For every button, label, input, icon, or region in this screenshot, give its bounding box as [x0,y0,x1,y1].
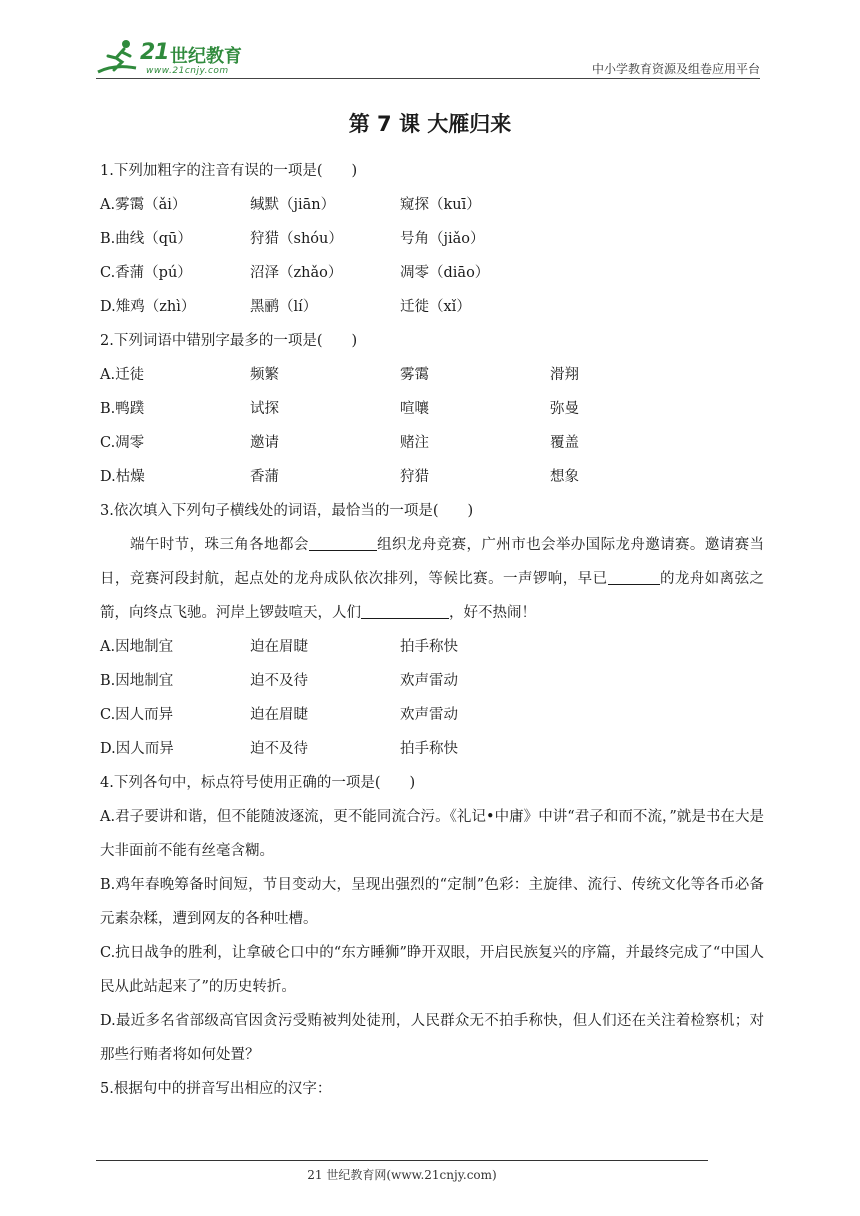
option-cell: 弥曼 [550,401,579,417]
option-cell: 想象 [550,469,579,485]
option-cell: C.凋零 [100,435,145,451]
option-cell: C.因人而异 [100,707,174,723]
option-cell: 拍手称快 [400,741,458,757]
question-4-option-b: B.鸡年春晚筹备时间短，节目变动大，呈现出强烈的“定制”色彩：主旋律、流行、传统文化等各币必备元素杂糅，遭到网友的各种吐槽。 [100,877,764,927]
option-cell: D.因人而异 [100,741,174,757]
header-divider [96,78,760,79]
logo-number: 21 [140,40,169,65]
question-3-passage [100,528,764,630]
option-cell: 香蒲 [250,469,279,485]
question-4-option-a: A.君子要讲和谐，但不能随波逐流，更不能同流合污。《礼记•中庸》中讲“君子和而不流，”就是书在大是大非面前不能有丝毫含糊。 [100,809,764,859]
option-cell: 滑翔 [550,367,579,383]
option-cell: 覆盖 [550,435,579,451]
option-cell: 迫在眉睫 [250,707,308,723]
question-4-option-d: D.最近多名省部级高官因贪污受贿被判处徒刑，人民群众无不拍手称快，但人们还在关注着检察机；对那些行贿者将如何处置？ [100,1013,764,1063]
question-3-option-b [100,664,764,698]
question-1-option-c [100,256,764,290]
option-cell: 欢声雷动 [400,707,458,723]
fill-blank-1 [309,534,377,551]
question-2-option-b [100,392,764,426]
worksheet-content [100,154,764,1106]
option-cell: 拍手称快 [400,639,458,655]
question-2-option-a [100,358,764,392]
option-cell: 号角（jiǎo） [400,231,485,247]
question-1-option-a [100,188,764,222]
question-1-stem: 1.下列加粗字的注音有误的一项是( ) [100,163,358,179]
option-cell: 凋零（diāo） [400,265,490,281]
page-title: 第 7 课 大雁归来 [348,112,512,136]
option-cell: 缄默（jiān） [250,197,336,213]
question-2-option-c [100,426,764,460]
passage-text: 端午时节，珠三角各地都会 [130,537,309,553]
option-cell: 沼泽（zhǎo） [250,265,343,281]
option-cell: C.香蒲（pú） [100,265,192,281]
header-platform-name: 中小学教育资源及组卷应用平台 [591,62,760,76]
logo-text: 世纪教育 [170,46,242,67]
question-4-stem: 4.下列各句中，标点符号使用正确的一项是( ) [100,775,416,791]
runner-logo-icon [96,38,140,78]
passage-text: 组织龙舟竞赛，广州市也会举办国际龙舟邀请赛。邀请赛当日，竞赛河段封航，起点处的龙舟成队依次排列，等候比赛。一声锣响，早已 [100,537,765,587]
question-3-option-d [100,732,764,766]
option-cell: 狩猎 [400,469,429,485]
logo-url: www.21cnjy.com [146,66,229,76]
option-cell: A.迁徒 [100,367,145,383]
question-3-option-a [100,630,764,664]
question-1-option-d [100,290,764,324]
option-cell: 邀请 [250,435,279,451]
option-cell: 频繁 [250,367,279,383]
option-cell: 迁徙（xǐ） [400,299,471,315]
option-cell: 欢声雷动 [400,673,458,689]
page-header [96,36,760,80]
site-logo [96,36,266,80]
page-footer: 21 世纪教育网(www.21cnjy.com) [307,1168,497,1182]
question-4-option-c: C.抗日战争的胜利，让拿破仑口中的“东方睡狮”睁开双眼，开启民族复兴的序篇，并最终完成了“中国人民从此站起来了”的历史转折。 [100,945,764,995]
option-cell: B.曲线（qū） [100,231,192,247]
option-cell: 赌注 [400,435,429,451]
option-cell: 试探 [250,401,279,417]
passage-text: 的龙舟如离弦之箭，向终点飞驰。河岸上锣鼓喧天，人们 [100,571,765,621]
question-3-stem: 3.依次填入下列句子横线处的词语，最恰当的一项是( ) [100,503,474,519]
option-cell: 窥探（kuī） [400,197,481,213]
question-3-option-c [100,698,764,732]
option-cell: 雾霭 [400,367,429,383]
question-2-option-d [100,460,764,494]
fill-blank-2 [608,568,660,585]
passage-text: ，好不热闹！ [449,605,536,621]
option-cell: D.枯燥 [100,469,145,485]
option-cell: B.因地制宜 [100,673,174,689]
option-cell: A.雾霭（ǎi） [100,197,187,213]
question-1-option-b [100,222,764,256]
footer-divider [96,1160,708,1161]
option-cell: 黑鹂（lí） [250,299,318,315]
option-cell: D.雉鸡（zhì） [100,299,196,315]
option-cell: A.因地制宜 [100,639,174,655]
option-cell: 迫在眉睫 [250,639,308,655]
question-5-stem: 5.根据句中的拼音写出相应的汉字： [100,1081,332,1097]
option-cell: 狩猎（shóu） [250,231,343,247]
option-cell: 迫不及待 [250,741,308,757]
option-cell: B.鸭蹼 [100,401,145,417]
question-2-stem: 2.下列词语中错别字最多的一项是( ) [100,333,358,349]
option-cell: 喧嚷 [400,401,429,417]
option-cell: 迫不及待 [250,673,308,689]
fill-blank-3 [361,602,449,619]
